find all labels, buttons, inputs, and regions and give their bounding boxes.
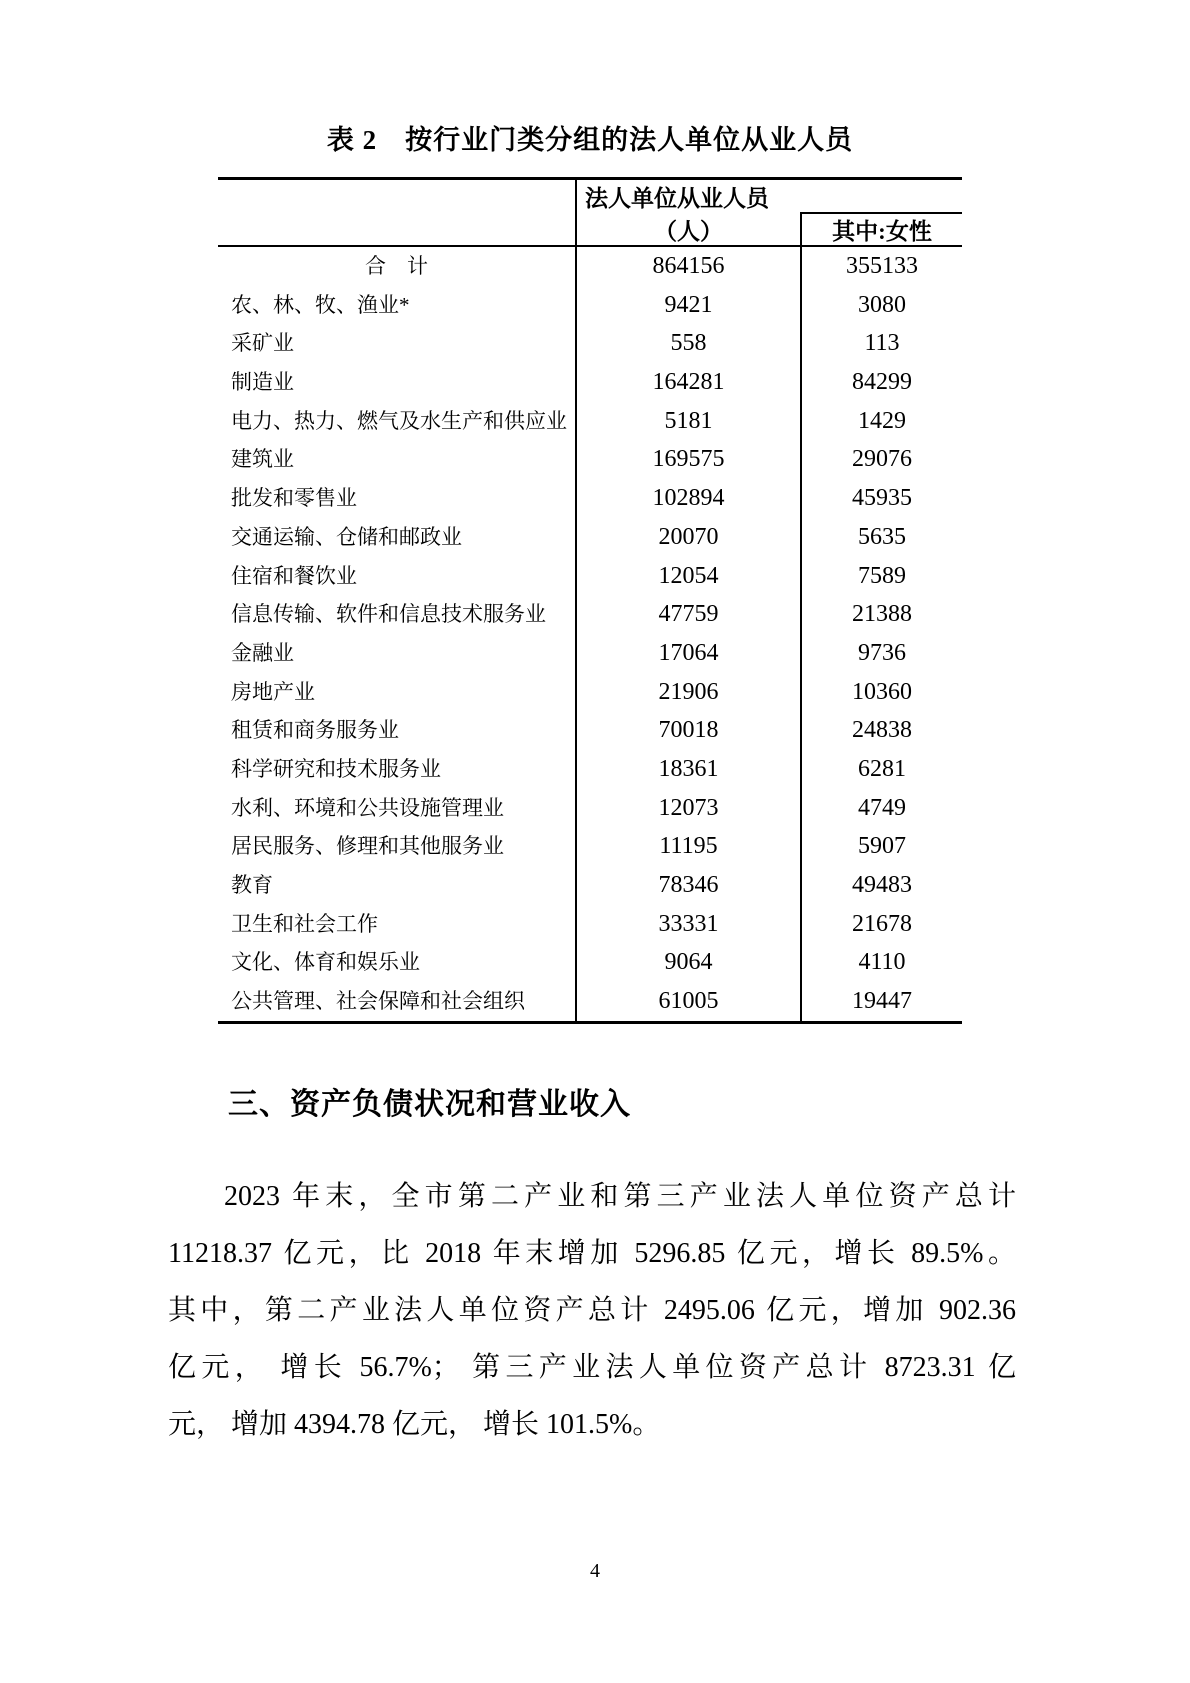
row-total-value: 61005 bbox=[575, 982, 800, 1021]
paragraph-line: 其中，第二产业法人单位资产总计 2495.06 亿元，增加 902.36 bbox=[168, 1294, 1016, 1326]
row-industry-label: 制造业 bbox=[231, 370, 294, 395]
row-industry-label: 文化、体育和娱乐业 bbox=[231, 950, 420, 975]
paragraph-line: 2023 年末，全市第二产业和第三产业法人单位资产总计 bbox=[224, 1180, 1016, 1212]
paragraph-line: 11218.37 亿元，比 2018 年末增加 5296.85 亿元，增长 89.5%。 bbox=[168, 1237, 1016, 1269]
body-paragraph bbox=[168, 1168, 1016, 1453]
table-row bbox=[218, 518, 962, 557]
header-group-label: 法人单位从业人员 bbox=[585, 186, 769, 211]
header-unit-label: （人） bbox=[654, 219, 723, 244]
table-row bbox=[218, 711, 962, 750]
row-industry-label: 批发和零售业 bbox=[231, 486, 357, 511]
row-total-value: 21906 bbox=[575, 673, 800, 712]
row-industry-label: 公共管理、社会保障和社会组织 bbox=[231, 989, 525, 1014]
section-heading: 三、资产负债状况和营业收入 bbox=[228, 1087, 631, 1121]
row-female-value: 5635 bbox=[800, 518, 962, 557]
row-total-value: 12073 bbox=[575, 789, 800, 828]
row-female-value: 49483 bbox=[800, 866, 962, 905]
row-total-value: 164281 bbox=[575, 363, 800, 402]
table-row bbox=[218, 557, 962, 596]
table-title: 表 2 按行业门类分组的法人单位从业人员 bbox=[326, 125, 854, 155]
row-total-value: 864156 bbox=[575, 247, 800, 286]
row-total-value: 9421 bbox=[575, 286, 800, 325]
table-row bbox=[218, 286, 962, 325]
row-female-value: 45935 bbox=[800, 479, 962, 518]
row-female-value: 21678 bbox=[800, 905, 962, 944]
table-row bbox=[218, 247, 962, 286]
table-header bbox=[218, 180, 962, 247]
header-spacer bbox=[800, 180, 962, 212]
table-row bbox=[218, 943, 962, 982]
paragraph-line: 亿元， 增长 56.7%； 第三产业法人单位资产总计 8723.31 亿 bbox=[168, 1351, 1016, 1383]
row-industry-label: 水利、环境和公共设施管理业 bbox=[231, 795, 504, 820]
row-industry-label: 房地产业 bbox=[231, 679, 315, 704]
table-row bbox=[218, 363, 962, 402]
table-row bbox=[218, 595, 962, 634]
row-industry-label: 卫生和社会工作 bbox=[231, 911, 378, 936]
row-total-value: 558 bbox=[575, 324, 800, 363]
table-row bbox=[218, 750, 962, 789]
row-industry-label: 金融业 bbox=[231, 640, 294, 665]
row-female-value: 5907 bbox=[800, 827, 962, 866]
row-female-value: 21388 bbox=[800, 595, 962, 634]
row-female-value: 113 bbox=[800, 324, 962, 363]
row-total-value: 17064 bbox=[575, 634, 800, 673]
table-row bbox=[218, 827, 962, 866]
table-row bbox=[218, 479, 962, 518]
employment-table bbox=[218, 177, 962, 1024]
table-row bbox=[218, 789, 962, 828]
row-total-value: 47759 bbox=[575, 595, 800, 634]
row-female-value: 24838 bbox=[800, 711, 962, 750]
row-industry-label: 住宿和餐饮业 bbox=[231, 563, 357, 588]
row-total-value: 18361 bbox=[575, 750, 800, 789]
row-industry-label: 建筑业 bbox=[231, 447, 294, 472]
row-total-value: 11195 bbox=[575, 827, 800, 866]
page-number: 4 bbox=[590, 1560, 600, 1582]
row-total-value: 20070 bbox=[575, 518, 800, 557]
row-total-value: 9064 bbox=[575, 943, 800, 982]
row-total-value: 70018 bbox=[575, 711, 800, 750]
row-female-value: 4110 bbox=[800, 943, 962, 982]
row-female-value: 6281 bbox=[800, 750, 962, 789]
row-industry-label: 采矿业 bbox=[231, 331, 294, 356]
table-row bbox=[218, 905, 962, 944]
row-industry-label: 信息传输、软件和信息技术服务业 bbox=[231, 602, 546, 627]
table-body bbox=[218, 247, 962, 1021]
table-row bbox=[218, 324, 962, 363]
row-total-value: 5181 bbox=[575, 402, 800, 441]
header-total-column bbox=[575, 180, 800, 245]
header-female-label: 其中:女性 bbox=[800, 212, 962, 245]
row-industry-label: 居民服务、修理和其他服务业 bbox=[231, 834, 504, 859]
row-industry-label: 电力、热力、燃气及水生产和供应业 bbox=[231, 408, 567, 433]
row-female-value: 3080 bbox=[800, 286, 962, 325]
row-total-value: 169575 bbox=[575, 440, 800, 479]
table-row bbox=[218, 982, 962, 1021]
row-industry-label: 科学研究和技术服务业 bbox=[231, 756, 441, 781]
row-female-value: 29076 bbox=[800, 440, 962, 479]
row-female-value: 10360 bbox=[800, 673, 962, 712]
row-industry-label: 租赁和商务服务业 bbox=[231, 718, 399, 743]
table-row bbox=[218, 634, 962, 673]
row-female-value: 19447 bbox=[800, 982, 962, 1021]
table-row bbox=[218, 440, 962, 479]
paragraph-line: 元， 增加 4394.78 亿元， 增长 101.5%。 bbox=[168, 1408, 661, 1440]
row-female-value: 84299 bbox=[800, 363, 962, 402]
row-total-value: 102894 bbox=[575, 479, 800, 518]
header-female-column bbox=[800, 180, 962, 245]
row-total-value: 78346 bbox=[575, 866, 800, 905]
row-industry-label: 教育 bbox=[231, 873, 273, 897]
row-female-value: 4749 bbox=[800, 789, 962, 828]
row-total-value: 33331 bbox=[575, 905, 800, 944]
row-female-value: 1429 bbox=[800, 402, 962, 441]
row-industry-label: 交通运输、仓储和邮政业 bbox=[231, 524, 462, 549]
table-row bbox=[218, 866, 962, 905]
table-row bbox=[218, 402, 962, 441]
row-female-value: 9736 bbox=[800, 634, 962, 673]
row-total-value: 12054 bbox=[575, 557, 800, 596]
table-row bbox=[218, 673, 962, 712]
row-female-value: 355133 bbox=[800, 247, 962, 286]
row-industry-label: 农、林、牧、渔业* bbox=[231, 292, 410, 317]
header-stub-cell bbox=[218, 180, 575, 245]
row-female-value: 7589 bbox=[800, 557, 962, 596]
row-industry-label: 合 计 bbox=[365, 254, 428, 278]
